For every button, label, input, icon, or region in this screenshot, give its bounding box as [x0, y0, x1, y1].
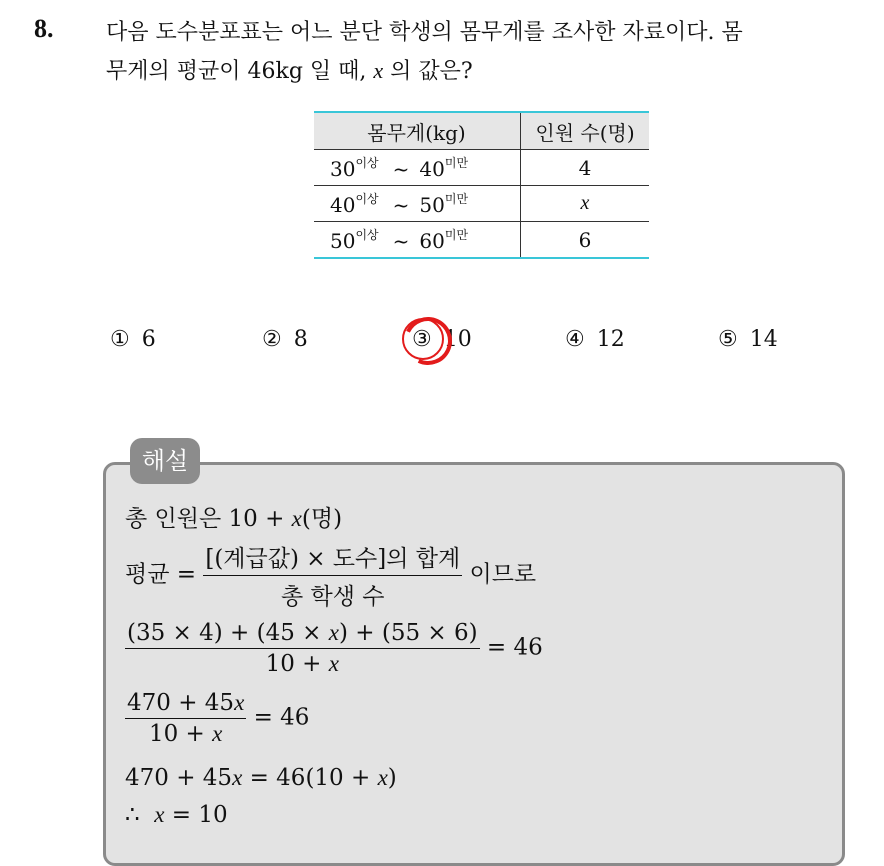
- mean-fraction: $\frac{\text{[(계급값) × 도수]의 합계}}{\text{총 학생 수}}$: [203, 540, 462, 611]
- choice-1[interactable]: ① 6: [110, 327, 156, 352]
- solution-tag: 해설: [130, 438, 200, 484]
- choice-2[interactable]: ② 8: [262, 327, 308, 352]
- solution-line-6: ∴ x = 10: [125, 802, 228, 828]
- choice-3[interactable]: ③ 10: [412, 327, 472, 352]
- question-number: 8.: [34, 14, 54, 43]
- solution-line-2: 평균 = $\frac{\text{[(계급값) × 도수]의 합계}}{\text{총 학생 수}}$ 이므로: [125, 540, 536, 611]
- count-cell: 6: [521, 222, 650, 259]
- solution-line-4: $\frac{470 + 45x}{10 + x}$ = 46: [127, 690, 310, 747]
- solution-line-5: 470 + 45x = 46(10 + x): [125, 765, 397, 791]
- solution-line-1: 총 인원은 10 + x(명): [125, 506, 343, 532]
- weight-range: $30^{이상}$ ~ $40^{미만}$: [314, 150, 521, 186]
- count-cell: x: [521, 186, 650, 222]
- question-line-2a: 무게의 평균이 46kg 일 때,: [106, 59, 374, 84]
- question-text: [106, 14, 866, 91]
- header-count: 인원 수(명): [521, 112, 650, 150]
- count-cell: 4: [521, 150, 650, 186]
- question-variable: x: [373, 58, 384, 83]
- frequency-table: [314, 111, 649, 259]
- question-line-2b: 의 값은?: [383, 59, 473, 84]
- table-row: [314, 222, 649, 259]
- solution-line-3: $\frac{(35 \times 4) + (45 \times x) + (55 \times 6)}{10 + x}$ = 46: [127, 620, 543, 677]
- weight-range: $40^{이상}$ ~ $50^{미만}$: [314, 186, 521, 222]
- question-line-1: 다음 도수분포표는 어느 분단 학생의 몸무게를 조사한 자료이다. 몸: [106, 20, 743, 45]
- choice-5[interactable]: ⑤ 14: [718, 327, 778, 352]
- header-weight: 몸무게(kg): [314, 112, 521, 150]
- table-header-row: [314, 112, 649, 150]
- weighted-sum-fraction: $\frac{(35 \times 4) + (45 \times x) + (55 \times 6)}{10 + x}$: [127, 620, 478, 677]
- answer-circle-mark-inner: [402, 318, 444, 360]
- weight-range: $50^{이상}$ ~ $60^{미만}$: [314, 222, 521, 259]
- simplified-fraction: $\frac{470 + 45x}{10 + x}$: [127, 690, 245, 747]
- table-row: [314, 150, 649, 186]
- choice-4[interactable]: ④ 12: [565, 327, 625, 352]
- table-row: [314, 186, 649, 222]
